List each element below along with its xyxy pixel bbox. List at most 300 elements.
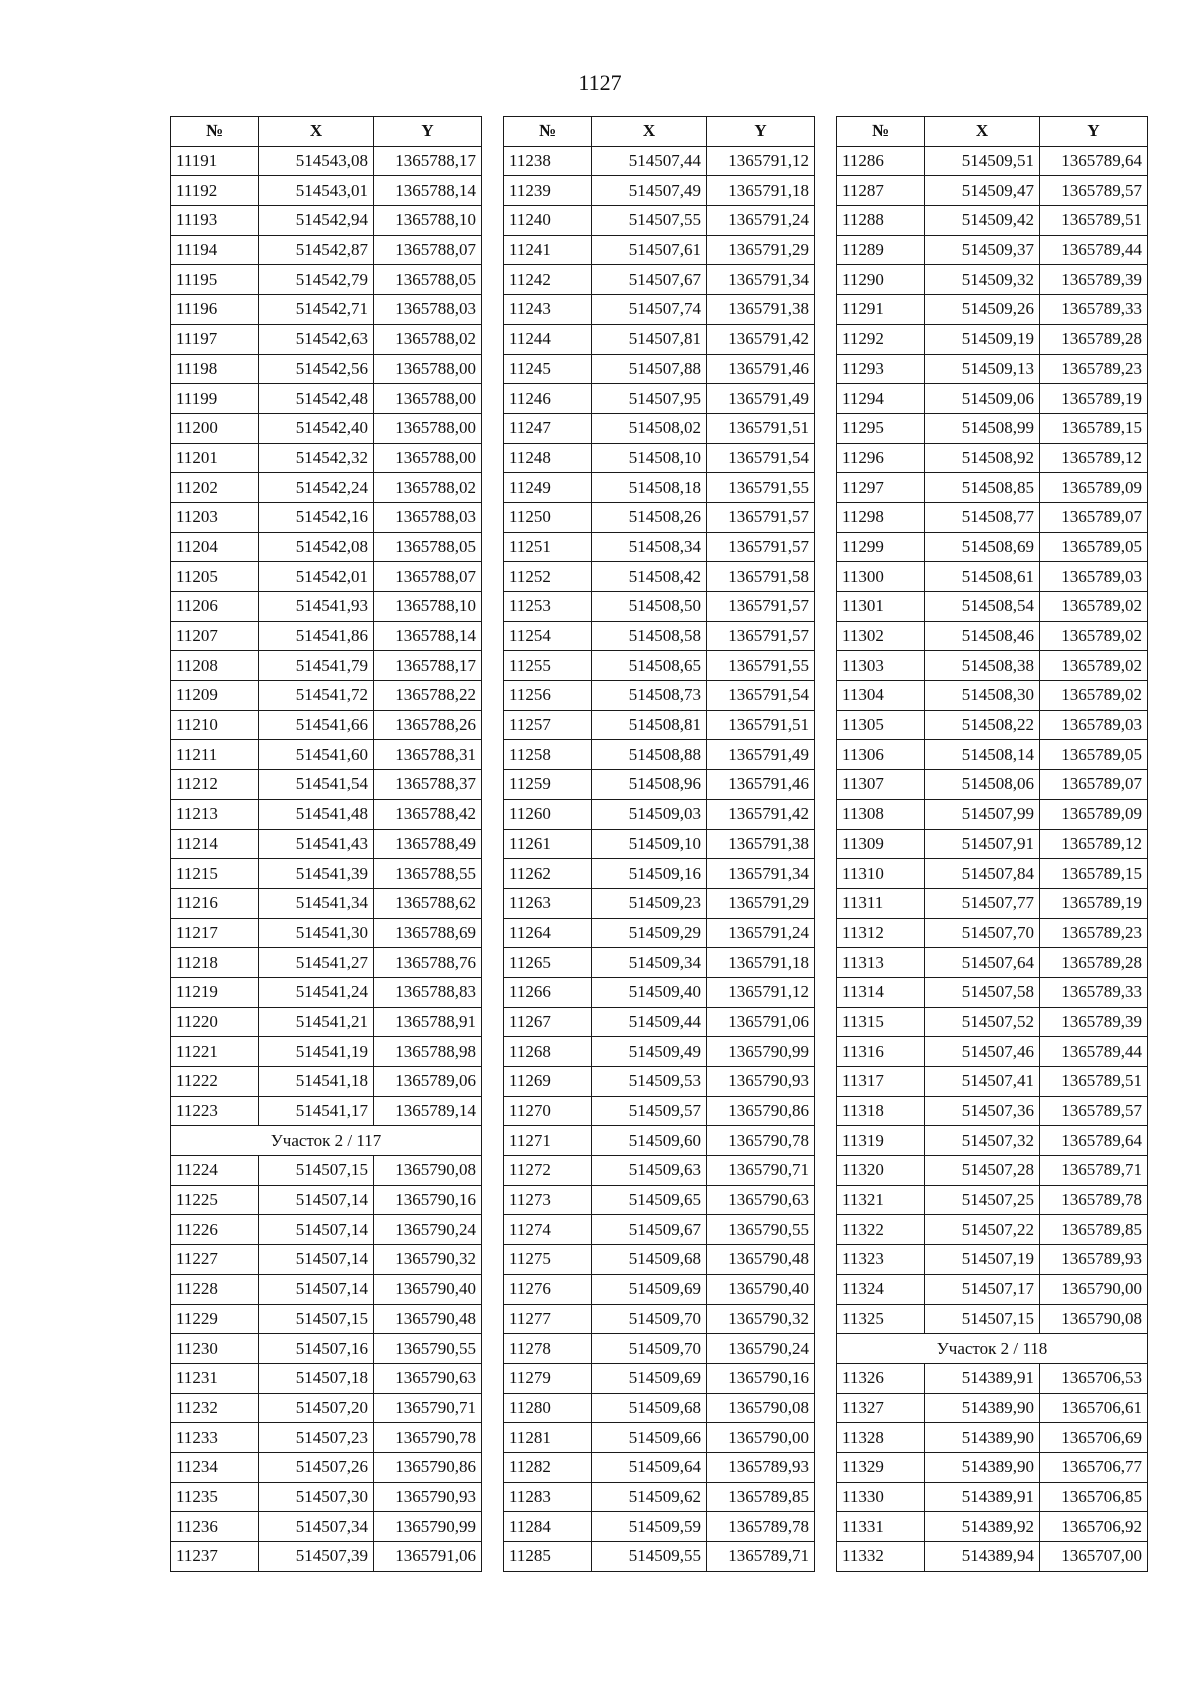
coord-y: 1365790,16 xyxy=(374,1185,482,1215)
coord-x: 514507,14 xyxy=(259,1215,374,1245)
coord-y: 1365789,93 xyxy=(707,1452,815,1482)
section-row xyxy=(837,1334,1148,1364)
point-number: 11306 xyxy=(837,740,925,770)
point-number: 11231 xyxy=(171,1363,259,1393)
coord-y: 1365788,05 xyxy=(374,265,482,295)
coord-y: 1365788,00 xyxy=(374,354,482,384)
table-row xyxy=(504,562,815,592)
coord-y: 1365788,17 xyxy=(374,146,482,176)
table-row xyxy=(837,1215,1148,1245)
point-number: 11244 xyxy=(504,324,592,354)
coord-x: 514509,55 xyxy=(592,1542,707,1572)
table-row xyxy=(504,1423,815,1453)
table-row xyxy=(504,354,815,384)
coord-x: 514507,17 xyxy=(925,1274,1040,1304)
coord-x: 514389,92 xyxy=(925,1512,1040,1542)
coord-x: 514541,79 xyxy=(259,651,374,681)
coord-x: 514509,70 xyxy=(592,1304,707,1334)
coord-x: 514507,32 xyxy=(925,1126,1040,1156)
point-number: 11222 xyxy=(171,1067,259,1097)
table-row xyxy=(837,859,1148,889)
coord-y: 1365706,85 xyxy=(1040,1482,1148,1512)
coord-x: 514509,42 xyxy=(925,206,1040,236)
table-row xyxy=(504,532,815,562)
coord-y: 1365790,24 xyxy=(374,1215,482,1245)
coord-y: 1365789,51 xyxy=(1040,206,1148,236)
point-number: 11290 xyxy=(837,265,925,295)
coord-x: 514542,56 xyxy=(259,354,374,384)
table-row xyxy=(504,502,815,532)
point-number: 11267 xyxy=(504,1007,592,1037)
coord-x: 514509,19 xyxy=(925,324,1040,354)
coordinates-table-2 xyxy=(503,116,815,1572)
coord-x: 514507,26 xyxy=(259,1452,374,1482)
point-number: 11289 xyxy=(837,235,925,265)
coord-y: 1365789,78 xyxy=(1040,1185,1148,1215)
point-number: 11251 xyxy=(504,532,592,562)
table-row xyxy=(504,770,815,800)
coord-y: 1365706,69 xyxy=(1040,1423,1148,1453)
point-number: 11232 xyxy=(171,1393,259,1423)
table-row xyxy=(504,1185,815,1215)
point-number: 11326 xyxy=(837,1363,925,1393)
coord-y: 1365789,03 xyxy=(1040,562,1148,592)
point-number: 11261 xyxy=(504,829,592,859)
coord-x: 514509,59 xyxy=(592,1512,707,1542)
point-number: 11252 xyxy=(504,562,592,592)
coord-x: 514542,08 xyxy=(259,532,374,562)
coord-y: 1365790,32 xyxy=(374,1245,482,1275)
point-number: 11250 xyxy=(504,502,592,532)
point-number: 11291 xyxy=(837,295,925,325)
table-row xyxy=(837,384,1148,414)
table-row xyxy=(837,1363,1148,1393)
coord-y: 1365791,24 xyxy=(707,918,815,948)
coord-y: 1365789,23 xyxy=(1040,918,1148,948)
point-number: 11328 xyxy=(837,1423,925,1453)
point-number: 11276 xyxy=(504,1274,592,1304)
coord-y: 1365789,12 xyxy=(1040,829,1148,859)
table-row xyxy=(171,502,482,532)
coord-x: 514508,26 xyxy=(592,502,707,532)
coord-y: 1365788,10 xyxy=(374,206,482,236)
table-row xyxy=(837,948,1148,978)
coord-x: 514508,06 xyxy=(925,770,1040,800)
coord-x: 514508,02 xyxy=(592,413,707,443)
point-number: 11201 xyxy=(171,443,259,473)
coord-x: 514507,28 xyxy=(925,1156,1040,1186)
point-number: 11209 xyxy=(171,681,259,711)
table-row xyxy=(504,1156,815,1186)
point-number: 11242 xyxy=(504,265,592,295)
coord-y: 1365790,00 xyxy=(1040,1274,1148,1304)
coord-y: 1365789,51 xyxy=(1040,1067,1148,1097)
point-number: 11316 xyxy=(837,1037,925,1067)
coord-y: 1365791,42 xyxy=(707,324,815,354)
coord-y: 1365789,09 xyxy=(1040,799,1148,829)
coord-x: 514508,65 xyxy=(592,651,707,681)
coord-x: 514507,15 xyxy=(259,1304,374,1334)
coord-x: 514543,08 xyxy=(259,146,374,176)
coord-x: 514507,18 xyxy=(259,1363,374,1393)
coord-x: 514541,21 xyxy=(259,1007,374,1037)
coord-y: 1365788,00 xyxy=(374,413,482,443)
table-header-row xyxy=(837,117,1148,147)
coord-x: 514509,47 xyxy=(925,176,1040,206)
coord-y: 1365789,05 xyxy=(1040,740,1148,770)
coord-y: 1365790,08 xyxy=(1040,1304,1148,1334)
coord-y: 1365788,00 xyxy=(374,384,482,414)
coord-x: 514508,85 xyxy=(925,473,1040,503)
coord-y: 1365788,42 xyxy=(374,799,482,829)
coord-x: 514508,81 xyxy=(592,710,707,740)
coord-x: 514508,14 xyxy=(925,740,1040,770)
coord-y: 1365706,77 xyxy=(1040,1452,1148,1482)
point-number: 11253 xyxy=(504,592,592,622)
table-row xyxy=(171,651,482,681)
coord-y: 1365706,53 xyxy=(1040,1363,1148,1393)
table-row xyxy=(837,1126,1148,1156)
coord-y: 1365791,49 xyxy=(707,740,815,770)
coord-x: 514509,60 xyxy=(592,1126,707,1156)
coord-y: 1365790,48 xyxy=(707,1245,815,1275)
table-row xyxy=(837,918,1148,948)
header-x: X xyxy=(259,117,374,147)
table-row xyxy=(171,1393,482,1423)
coord-x: 514509,10 xyxy=(592,829,707,859)
coord-x: 514509,06 xyxy=(925,384,1040,414)
coord-y: 1365789,15 xyxy=(1040,413,1148,443)
point-number: 11286 xyxy=(837,146,925,176)
table-row xyxy=(504,295,815,325)
table-row xyxy=(837,443,1148,473)
header-number: № xyxy=(171,117,259,147)
coord-y: 1365789,57 xyxy=(1040,176,1148,206)
point-number: 11311 xyxy=(837,888,925,918)
table-row xyxy=(837,1067,1148,1097)
point-number: 11230 xyxy=(171,1334,259,1364)
point-number: 11263 xyxy=(504,888,592,918)
table-row xyxy=(837,413,1148,443)
coord-y: 1365790,08 xyxy=(374,1156,482,1186)
coord-y: 1365791,18 xyxy=(707,176,815,206)
coord-x: 514509,69 xyxy=(592,1274,707,1304)
coord-x: 514509,53 xyxy=(592,1067,707,1097)
coord-y: 1365791,57 xyxy=(707,532,815,562)
table-row xyxy=(171,977,482,1007)
coord-x: 514507,41 xyxy=(925,1067,1040,1097)
coord-x: 514507,84 xyxy=(925,859,1040,889)
coord-x: 514509,69 xyxy=(592,1363,707,1393)
table-row xyxy=(837,1096,1148,1126)
coord-x: 514508,38 xyxy=(925,651,1040,681)
coord-x: 514509,34 xyxy=(592,948,707,978)
coord-x: 514508,96 xyxy=(592,770,707,800)
header-number: № xyxy=(837,117,925,147)
coord-x: 514542,94 xyxy=(259,206,374,236)
coord-y: 1365789,78 xyxy=(707,1512,815,1542)
coord-x: 514509,62 xyxy=(592,1482,707,1512)
coord-y: 1365791,51 xyxy=(707,710,815,740)
table-row xyxy=(837,532,1148,562)
point-number: 11259 xyxy=(504,770,592,800)
point-number: 11310 xyxy=(837,859,925,889)
coord-y: 1365791,57 xyxy=(707,621,815,651)
point-number: 11215 xyxy=(171,859,259,889)
table-row xyxy=(504,1274,815,1304)
table-row xyxy=(171,681,482,711)
coord-y: 1365790,99 xyxy=(374,1512,482,1542)
coord-x: 514542,40 xyxy=(259,413,374,443)
coord-x: 514541,54 xyxy=(259,770,374,800)
coord-y: 1365790,78 xyxy=(707,1126,815,1156)
coord-y: 1365789,15 xyxy=(1040,859,1148,889)
table-row xyxy=(171,1215,482,1245)
coord-y: 1365788,83 xyxy=(374,977,482,1007)
header-x: X xyxy=(925,117,1040,147)
table-row xyxy=(504,384,815,414)
coord-x: 514508,69 xyxy=(925,532,1040,562)
coord-y: 1365789,64 xyxy=(1040,1126,1148,1156)
coord-x: 514508,99 xyxy=(925,413,1040,443)
coord-x: 514509,68 xyxy=(592,1393,707,1423)
table-row xyxy=(504,1245,815,1275)
coord-x: 514507,99 xyxy=(925,799,1040,829)
table-row xyxy=(504,710,815,740)
table-row xyxy=(171,1452,482,1482)
coord-x: 514507,25 xyxy=(925,1185,1040,1215)
point-number: 11319 xyxy=(837,1126,925,1156)
coord-y: 1365788,00 xyxy=(374,443,482,473)
coord-y: 1365788,55 xyxy=(374,859,482,889)
table-row xyxy=(504,1512,815,1542)
coord-x: 514542,79 xyxy=(259,265,374,295)
coord-x: 514507,30 xyxy=(259,1482,374,1512)
coord-x: 514541,18 xyxy=(259,1067,374,1097)
point-number: 11223 xyxy=(171,1096,259,1126)
coord-x: 514508,30 xyxy=(925,681,1040,711)
coord-x: 514389,90 xyxy=(925,1393,1040,1423)
point-number: 11236 xyxy=(171,1512,259,1542)
table-row xyxy=(837,324,1148,354)
point-number: 11221 xyxy=(171,1037,259,1067)
coord-y: 1365788,03 xyxy=(374,295,482,325)
point-number: 11195 xyxy=(171,265,259,295)
point-number: 11213 xyxy=(171,799,259,829)
coord-y: 1365789,28 xyxy=(1040,948,1148,978)
coord-y: 1365789,71 xyxy=(707,1542,815,1572)
point-number: 11270 xyxy=(504,1096,592,1126)
table-row xyxy=(837,1007,1148,1037)
point-number: 11277 xyxy=(504,1304,592,1334)
coord-x: 514389,91 xyxy=(925,1363,1040,1393)
point-number: 11208 xyxy=(171,651,259,681)
coord-y: 1365790,00 xyxy=(707,1423,815,1453)
coord-x: 514507,23 xyxy=(259,1423,374,1453)
coord-x: 514508,77 xyxy=(925,502,1040,532)
table-row xyxy=(171,770,482,800)
table-row xyxy=(171,1067,482,1097)
coord-x: 514509,57 xyxy=(592,1096,707,1126)
coord-y: 1365791,46 xyxy=(707,354,815,384)
table-row xyxy=(171,473,482,503)
point-number: 11241 xyxy=(504,235,592,265)
table-row xyxy=(837,977,1148,1007)
point-number: 11212 xyxy=(171,770,259,800)
table-row xyxy=(837,206,1148,236)
table-row xyxy=(171,1423,482,1453)
coord-y: 1365790,48 xyxy=(374,1304,482,1334)
point-number: 11284 xyxy=(504,1512,592,1542)
point-number: 11321 xyxy=(837,1185,925,1215)
point-number: 11308 xyxy=(837,799,925,829)
point-number: 11324 xyxy=(837,1274,925,1304)
table-row xyxy=(837,146,1148,176)
point-number: 11295 xyxy=(837,413,925,443)
table-row xyxy=(504,1067,815,1097)
point-number: 11224 xyxy=(171,1156,259,1186)
table-row xyxy=(837,770,1148,800)
point-number: 11211 xyxy=(171,740,259,770)
table-row xyxy=(504,146,815,176)
point-number: 11278 xyxy=(504,1334,592,1364)
table-row xyxy=(837,740,1148,770)
coord-x: 514508,58 xyxy=(592,621,707,651)
coord-x: 514507,49 xyxy=(592,176,707,206)
point-number: 11246 xyxy=(504,384,592,414)
coord-x: 514507,58 xyxy=(925,977,1040,1007)
coord-x: 514541,86 xyxy=(259,621,374,651)
table-row xyxy=(837,829,1148,859)
point-number: 11235 xyxy=(171,1482,259,1512)
point-number: 11255 xyxy=(504,651,592,681)
table-row xyxy=(837,1274,1148,1304)
coord-y: 1365790,99 xyxy=(707,1037,815,1067)
coord-x: 514509,29 xyxy=(592,918,707,948)
point-number: 11206 xyxy=(171,592,259,622)
table-row xyxy=(504,1482,815,1512)
point-number: 11315 xyxy=(837,1007,925,1037)
point-number: 11280 xyxy=(504,1393,592,1423)
table-row xyxy=(171,1185,482,1215)
point-number: 11256 xyxy=(504,681,592,711)
coord-y: 1365791,06 xyxy=(707,1007,815,1037)
coord-y: 1365790,55 xyxy=(707,1215,815,1245)
coord-x: 514507,67 xyxy=(592,265,707,295)
coord-x: 514509,68 xyxy=(592,1245,707,1275)
coord-x: 514541,34 xyxy=(259,888,374,918)
table-row xyxy=(837,651,1148,681)
coord-x: 514507,14 xyxy=(259,1185,374,1215)
coord-y: 1365788,14 xyxy=(374,621,482,651)
point-number: 11323 xyxy=(837,1245,925,1275)
coord-x: 514507,81 xyxy=(592,324,707,354)
table-row xyxy=(837,1245,1148,1275)
coord-y: 1365791,57 xyxy=(707,502,815,532)
coord-y: 1365790,86 xyxy=(707,1096,815,1126)
coord-x: 514507,77 xyxy=(925,888,1040,918)
coord-y: 1365791,34 xyxy=(707,265,815,295)
point-number: 11219 xyxy=(171,977,259,1007)
coord-y: 1365789,39 xyxy=(1040,1007,1148,1037)
point-number: 11268 xyxy=(504,1037,592,1067)
coord-y: 1365789,85 xyxy=(1040,1215,1148,1245)
table-row xyxy=(504,829,815,859)
point-number: 11307 xyxy=(837,770,925,800)
point-number: 11199 xyxy=(171,384,259,414)
point-number: 11282 xyxy=(504,1452,592,1482)
coord-x: 514509,49 xyxy=(592,1037,707,1067)
coord-x: 514389,90 xyxy=(925,1423,1040,1453)
section-label: Участок 2 / 117 xyxy=(171,1126,482,1156)
coord-y: 1365789,33 xyxy=(1040,977,1148,1007)
point-number: 11297 xyxy=(837,473,925,503)
coordinates-table-1 xyxy=(170,116,482,1572)
coord-y: 1365788,05 xyxy=(374,532,482,562)
point-number: 11245 xyxy=(504,354,592,384)
coord-x: 514389,90 xyxy=(925,1452,1040,1482)
point-number: 11264 xyxy=(504,918,592,948)
table-row xyxy=(171,710,482,740)
coord-y: 1365788,91 xyxy=(374,1007,482,1037)
point-number: 11191 xyxy=(171,146,259,176)
coord-y: 1365790,71 xyxy=(374,1393,482,1423)
table-row xyxy=(171,592,482,622)
coord-y: 1365788,69 xyxy=(374,918,482,948)
point-number: 11240 xyxy=(504,206,592,236)
point-number: 11243 xyxy=(504,295,592,325)
point-number: 11285 xyxy=(504,1542,592,1572)
point-number: 11249 xyxy=(504,473,592,503)
point-number: 11279 xyxy=(504,1363,592,1393)
table-row xyxy=(171,1512,482,1542)
coord-y: 1365791,54 xyxy=(707,681,815,711)
coord-y: 1365788,49 xyxy=(374,829,482,859)
coord-x: 514508,10 xyxy=(592,443,707,473)
coord-x: 514508,22 xyxy=(925,710,1040,740)
coord-x: 514542,87 xyxy=(259,235,374,265)
coord-x: 514541,30 xyxy=(259,918,374,948)
coord-y: 1365788,10 xyxy=(374,592,482,622)
coord-y: 1365791,29 xyxy=(707,888,815,918)
coord-x: 514507,95 xyxy=(592,384,707,414)
coord-x: 514541,60 xyxy=(259,740,374,770)
coord-x: 514542,48 xyxy=(259,384,374,414)
coord-y: 1365789,71 xyxy=(1040,1156,1148,1186)
point-number: 11272 xyxy=(504,1156,592,1186)
table-row xyxy=(171,1037,482,1067)
coord-x: 514509,16 xyxy=(592,859,707,889)
table-row xyxy=(837,1423,1148,1453)
table-row xyxy=(504,1334,815,1364)
table-row xyxy=(504,888,815,918)
table-row xyxy=(837,799,1148,829)
point-number: 11281 xyxy=(504,1423,592,1453)
coord-x: 514509,63 xyxy=(592,1156,707,1186)
section-row xyxy=(171,1126,482,1156)
point-number: 11196 xyxy=(171,295,259,325)
coord-y: 1365791,46 xyxy=(707,770,815,800)
coord-y: 1365789,03 xyxy=(1040,710,1148,740)
coord-y: 1365791,55 xyxy=(707,651,815,681)
point-number: 11203 xyxy=(171,502,259,532)
table-row xyxy=(171,562,482,592)
coordinates-table-3 xyxy=(836,116,1148,1572)
table-row xyxy=(171,1334,482,1364)
coord-y: 1365789,33 xyxy=(1040,295,1148,325)
coord-y: 1365790,08 xyxy=(707,1393,815,1423)
coord-y: 1365789,02 xyxy=(1040,592,1148,622)
